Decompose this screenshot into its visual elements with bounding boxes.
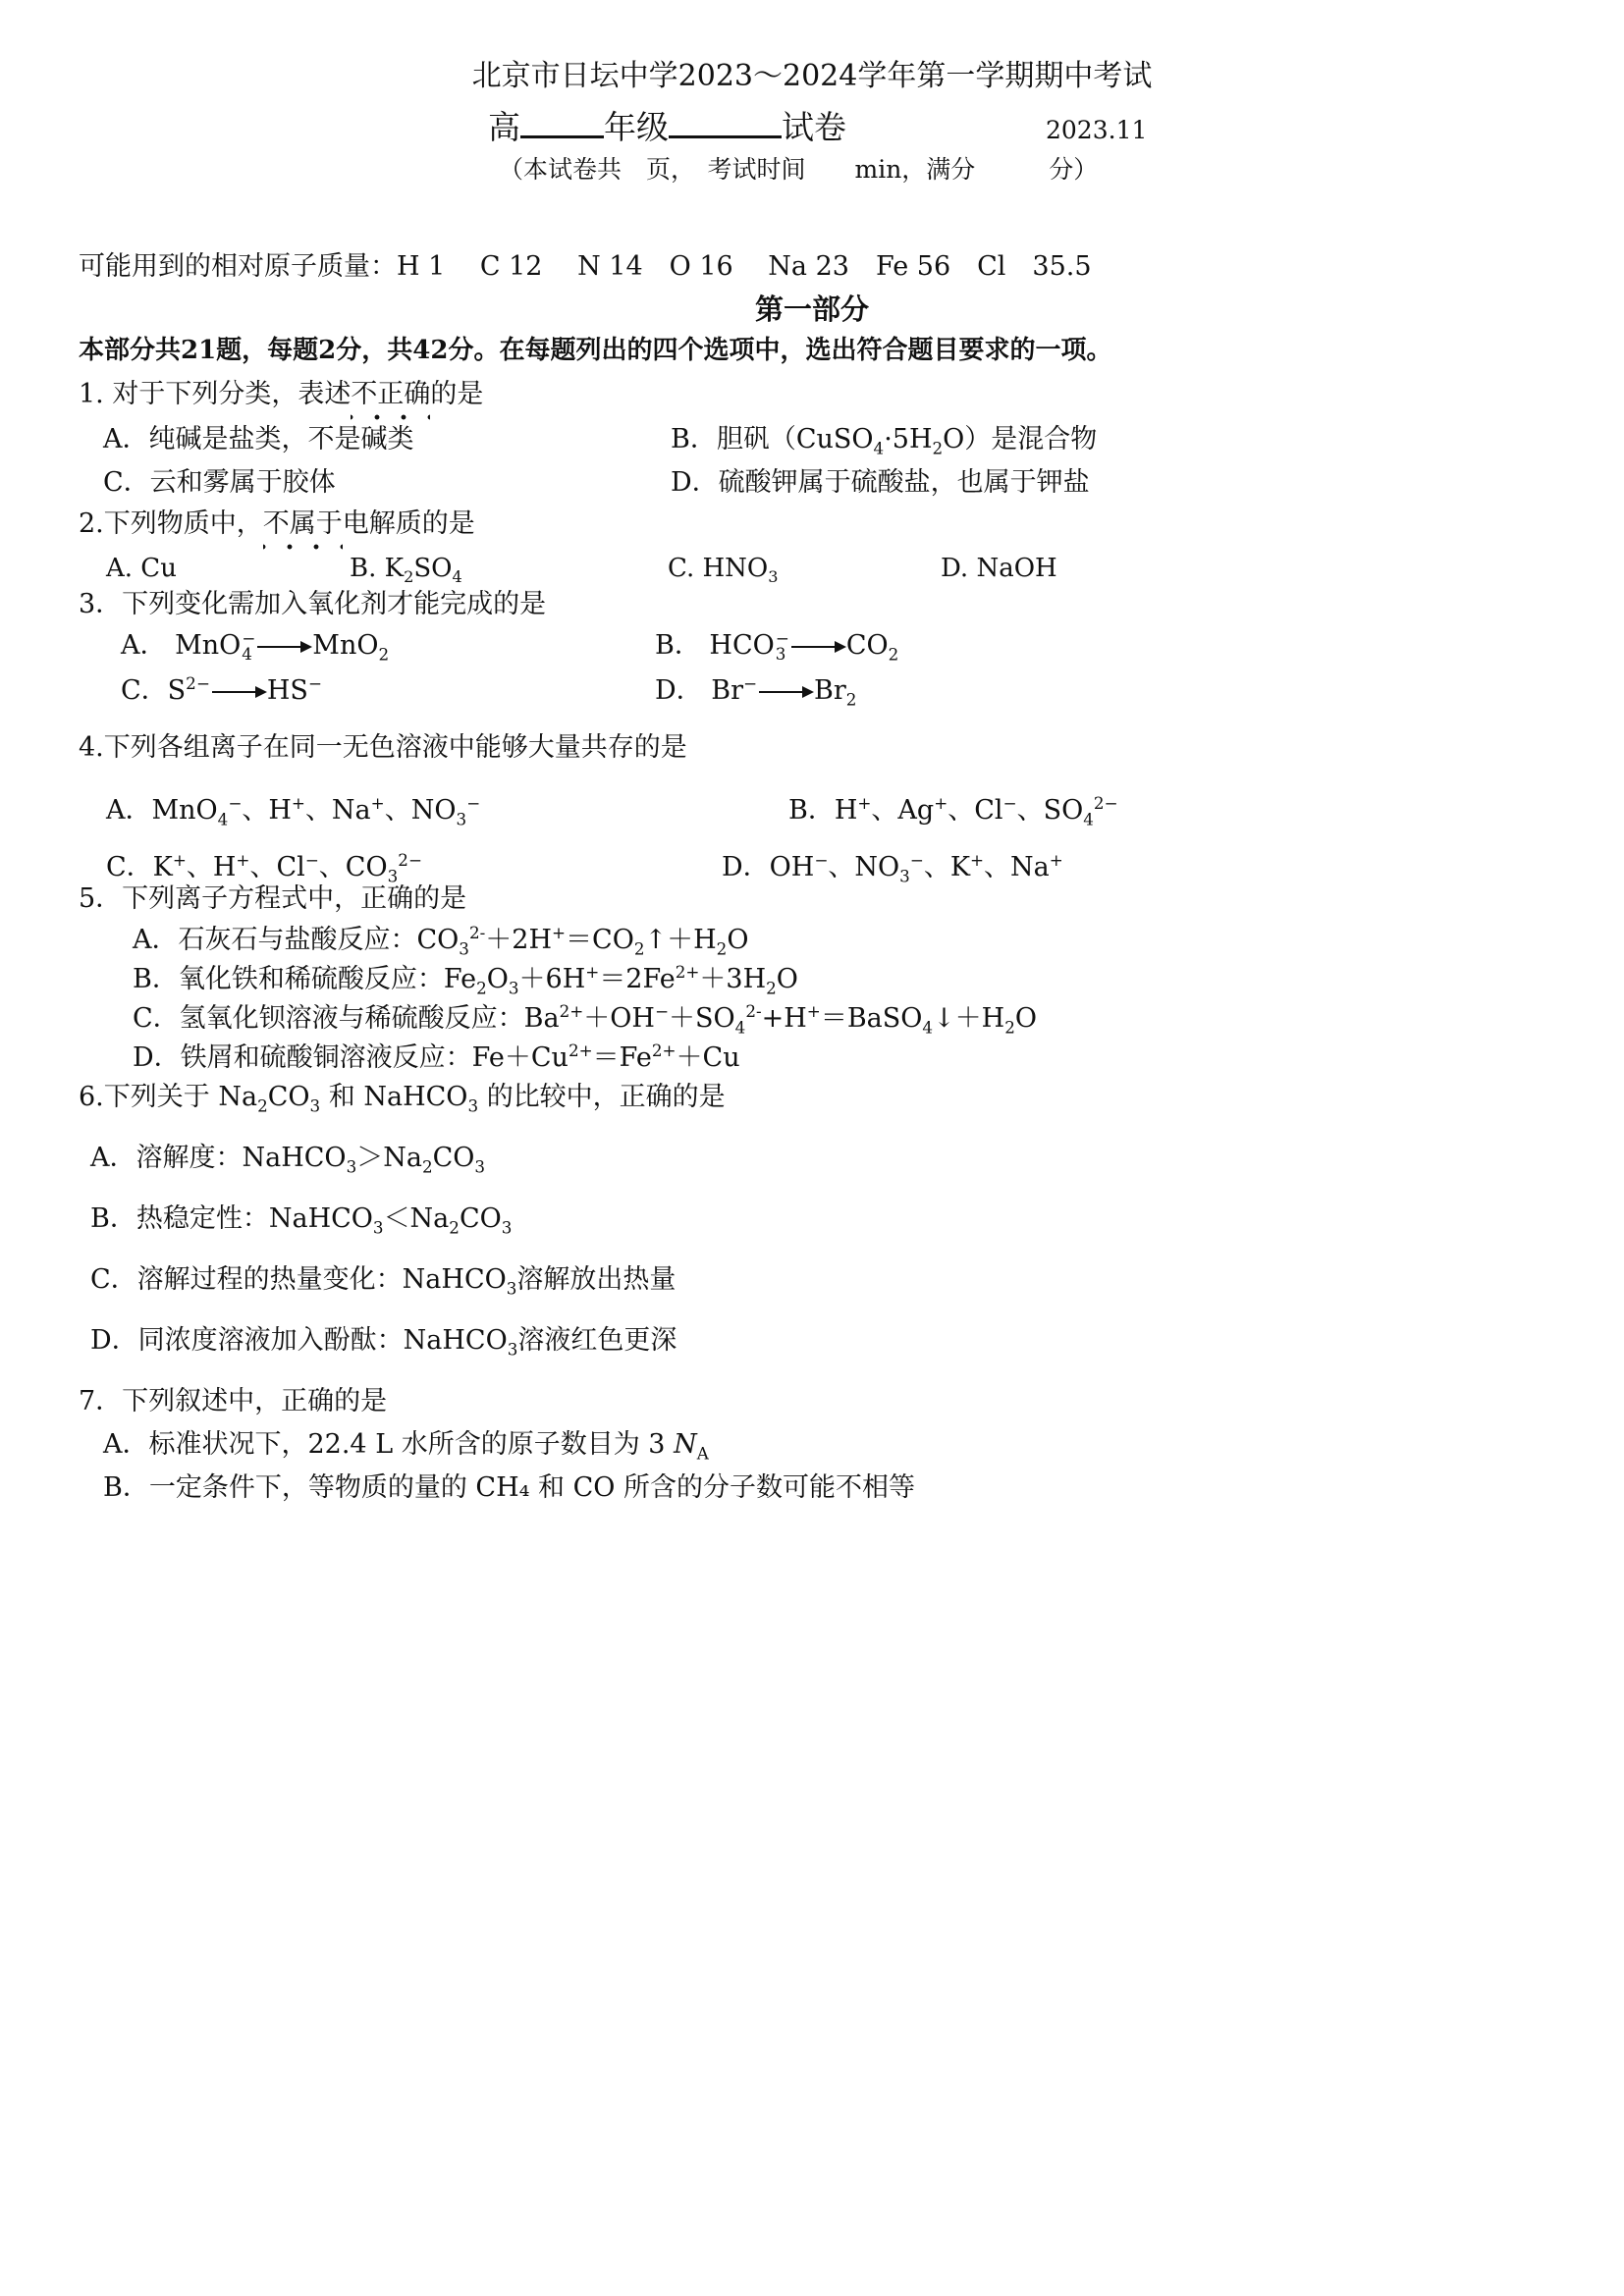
q5-option-b: B．氧化铁和稀硫酸反应：$Fe_2O_3+6H^+=2Fe^{2+}+3H_2O$ <box>133 962 798 998</box>
q3-option-d: D． Br− $Br_2$ <box>655 673 857 710</box>
atomic-masses: 可能用到的相对原子质量：H 1 C 12 N 14 O 16 Na 23 Fe 56 Cl 35.5 <box>79 251 1092 282</box>
q5-option-a: A．石灰石与盐酸反应：$CO_3^{2-}+2H^+=CO_2↑+H_2O$ <box>133 923 749 959</box>
q1-option-c: C．云和雾属于胶体 <box>103 467 336 498</box>
q1-option-b: B．胆矾$(CuSO_4\cdot 5H_2O)$是混合物 <box>671 424 1098 458</box>
q4-option-c: C．K+、H+、Cl−、$CO_3^{2-}$ <box>106 850 422 886</box>
q2-emphasis: 不属于 <box>262 508 343 539</box>
exam-title: 北京市日坛中学2023～2024学年第一学期期中考试 <box>471 59 1153 93</box>
q6-option-d: D．同浓度溶液加入酚酞：NaHCO$_3$溶液红色更深 <box>90 1325 677 1360</box>
q6-option-c: C．溶解过程的热量变化：NaHCO$_3$溶解放出热量 <box>90 1264 677 1299</box>
q3-option-c: C．$S^{2-}$ HS− <box>121 673 322 706</box>
q5-option-d: D．铁屑和硫酸铜溶液反应：$Fe+Cu^{2+}=Fe^{2+}+Cu$ <box>133 1041 740 1073</box>
subject-blank <box>669 106 782 138</box>
q2-option-b: B. $K_2SO_4$ <box>350 554 462 587</box>
exam-info: （本试卷共 页， 考试时间 min，满分 分） <box>499 155 1099 184</box>
q3-option-a: A． MnO − 4 MnO$_2$ <box>121 627 390 665</box>
q4-option-a: A．MnO$_4$−、H+、Na+、$NO_3^-$ <box>106 793 481 829</box>
section-instructions: 本部分共21题，每题2分，共42分。在每题列出的四个选项中，选出符合题目要求的一项。 <box>79 336 1112 365</box>
exam-date: 2023.11 <box>1046 116 1148 144</box>
q4-stem: 4.下列各组离子在同一无色溶液中能够大量共存的是 <box>79 732 687 763</box>
q4-option-b: B．H+、Ag+、Cl−、$SO_4^{2-}$ <box>788 793 1118 829</box>
q6-option-b: B．热稳定性：$NaHCO_3<Na_2CO_3$ <box>90 1203 513 1238</box>
q3-stem: 3．下列变化需加入氧化剂才能完成的是 <box>79 589 547 619</box>
q2-stem: 2.下列物质中，不属于电解质的是 <box>79 508 475 539</box>
q2-option-a: A. Cu <box>106 554 177 583</box>
section-title: 第一部分 <box>754 293 869 326</box>
q7-stem: 7．下列叙述中，正确的是 <box>79 1386 388 1416</box>
q7-option-a: A．标准状况下，22.4 L 水所含的原子数目为 3 $N_A$ <box>103 1429 709 1464</box>
q1-option-a: A．纯碱是盐类，不是碱类 <box>103 424 414 454</box>
q4-option-d: D．OH−、$NO_3^-$、K+、Na+ <box>722 850 1063 886</box>
q1-option-d: D．硫酸钾属于硫酸盐，也属于钾盐 <box>671 467 1090 498</box>
subtitle-gao: 高 <box>488 108 520 146</box>
q1-stem: 1. 对于下列分类，表述不正确的是 <box>79 379 484 409</box>
q2-option-d: D. NaOH <box>941 554 1057 583</box>
q1-emphasis: 不正确 <box>351 379 431 409</box>
q3-option-b: B． HCO − 3 $CO_2$ <box>655 627 899 665</box>
q7-option-b: B．一定条件下，等物质的量的 CH₄ 和 CO 所含的分子数可能不相等 <box>103 1472 915 1503</box>
exam-subtitle <box>488 106 846 147</box>
q6-option-a: A．溶解度：$NaHCO_3>Na_2CO_3$ <box>90 1143 486 1177</box>
subtitle-grade: 年级 <box>604 108 669 146</box>
subtitle-paper: 试卷 <box>782 108 846 146</box>
q5-stem: 5．下列离子方程式中，正确的是 <box>79 883 467 914</box>
q2-option-c: C. $HNO_3$ <box>668 554 779 587</box>
q6-stem: 6.下列关于 $Na_2CO_3$ 和 NaHCO$_3$ 的比较中，正确的是 <box>79 1082 726 1116</box>
q5-option-c: C．氢氧化钡溶液与稀硫酸反应：$Ba^{2+}+OH^-+SO_4^{2-}+H^+=BaSO_4↓+H_2O$ <box>133 1001 1038 1038</box>
grade-blank <box>520 106 604 138</box>
